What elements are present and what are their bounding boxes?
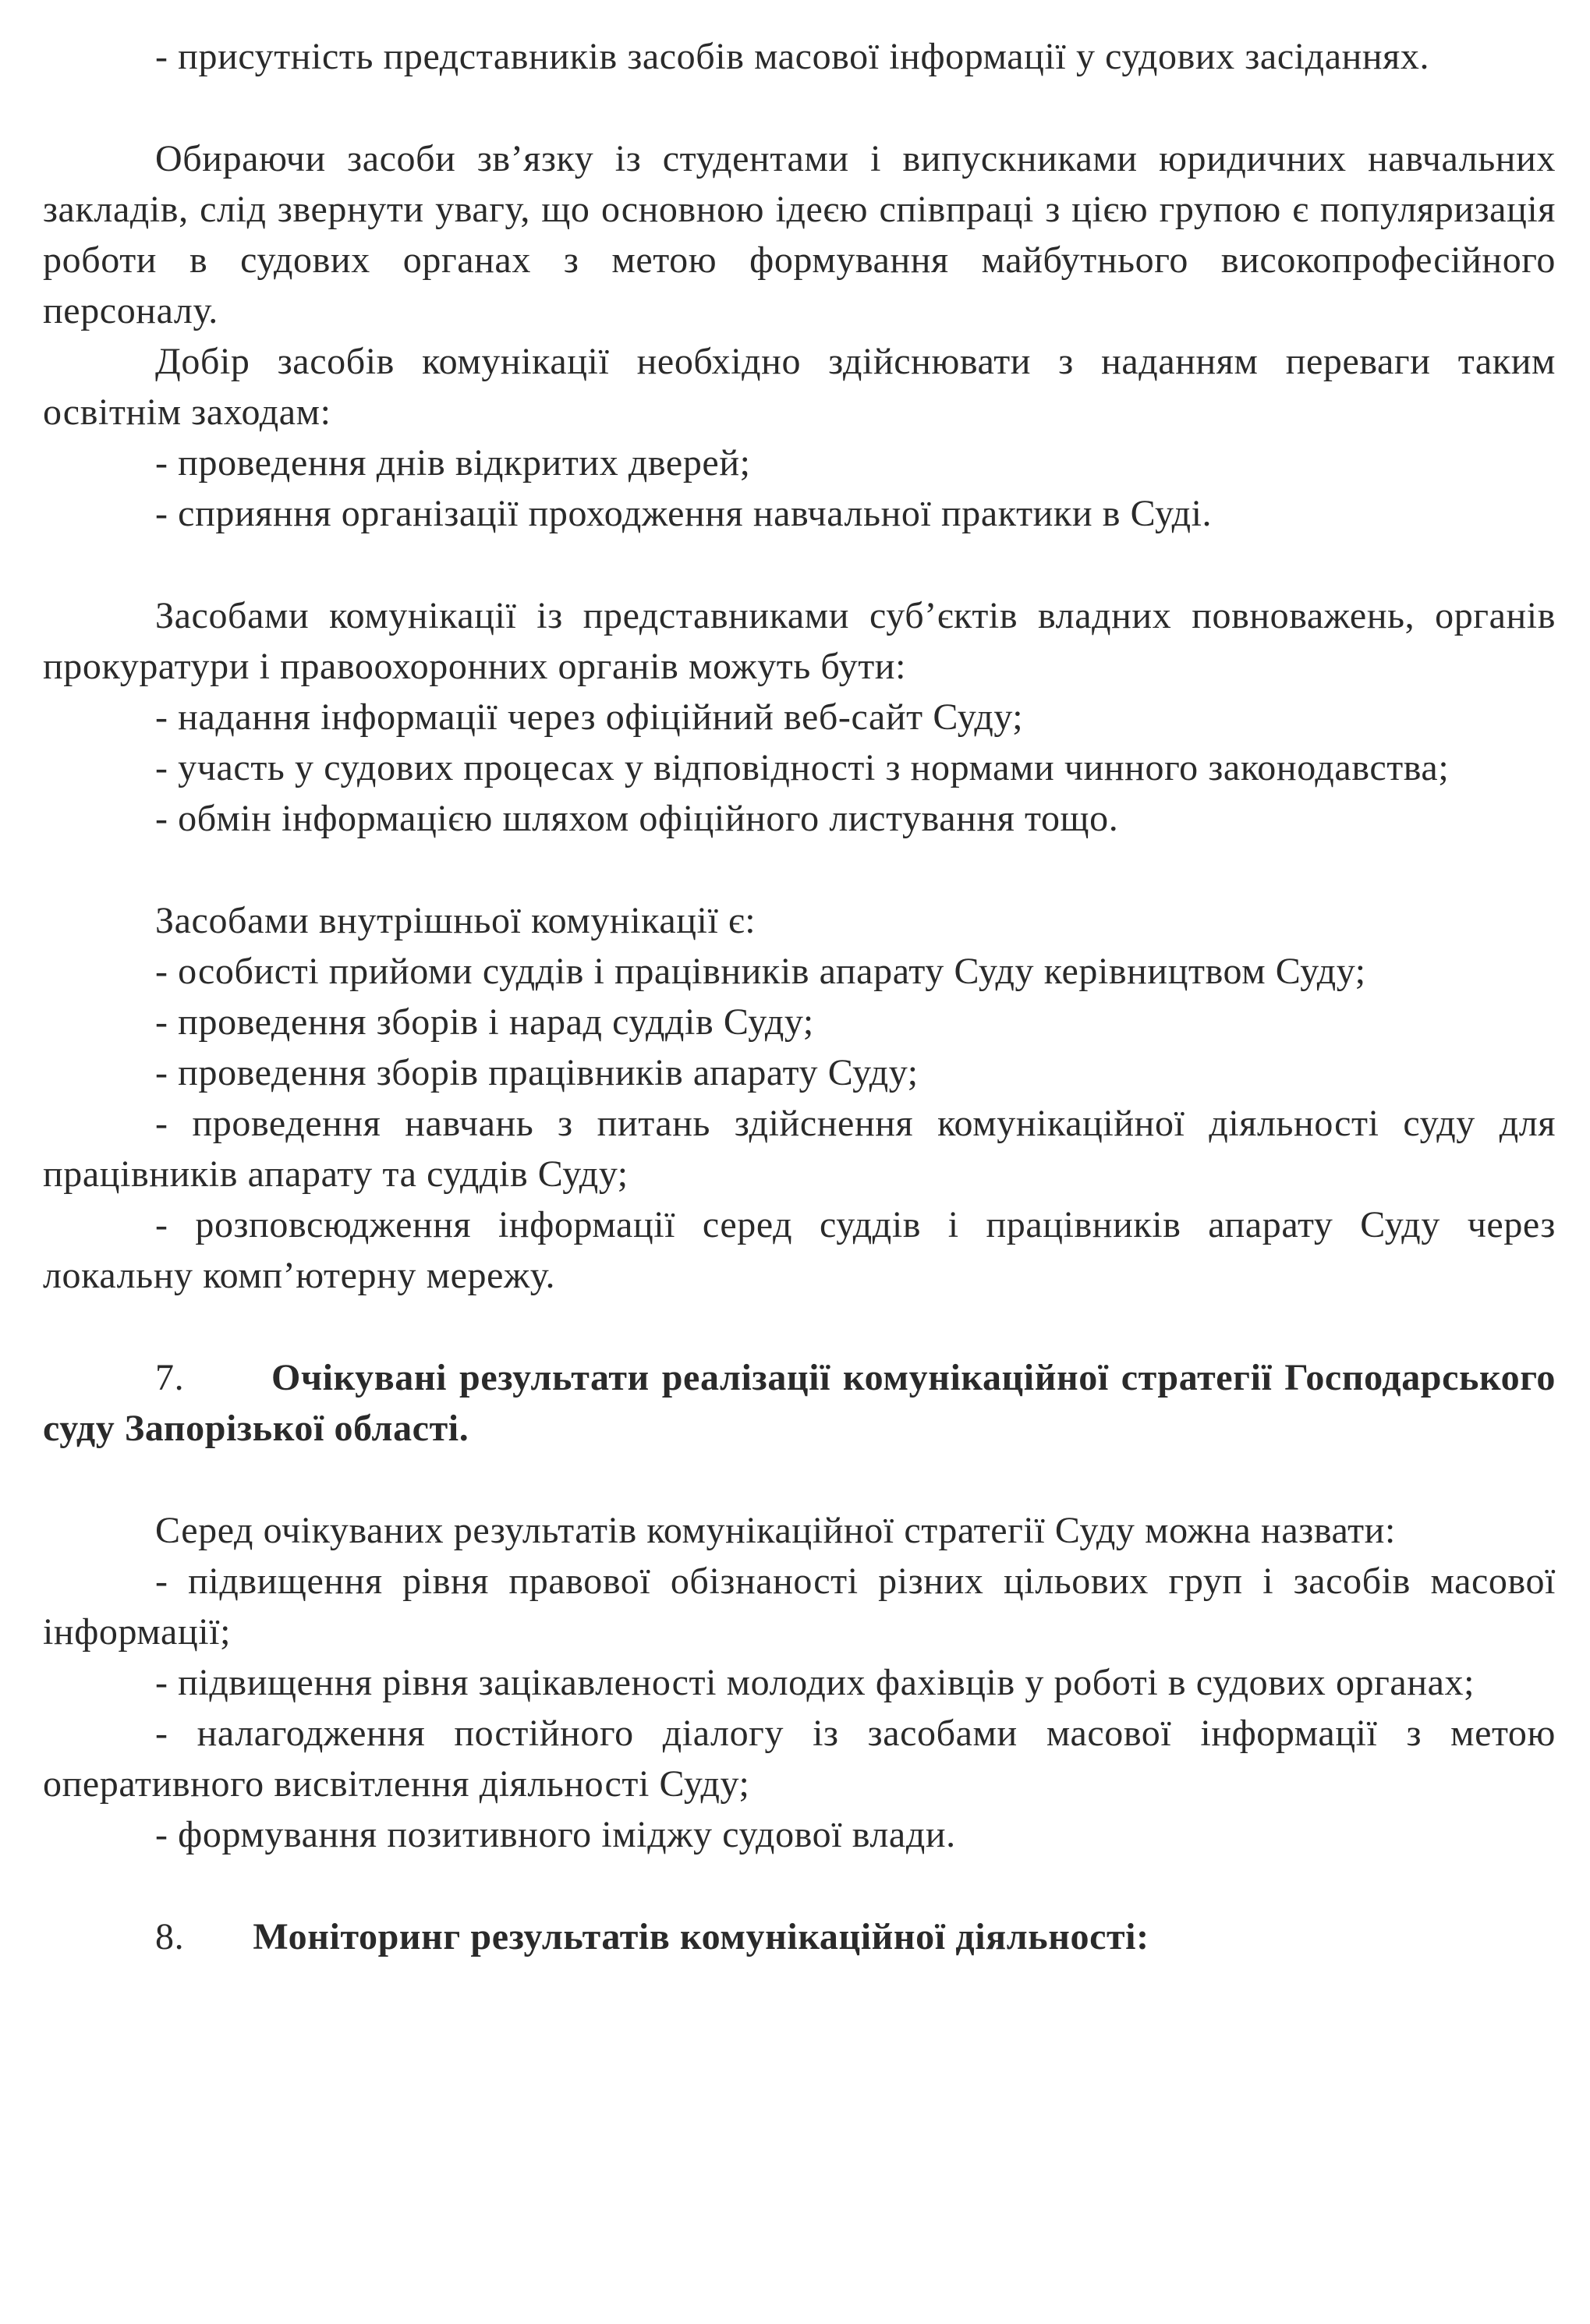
list-item-official-correspondence: - обмін інформацією шляхом офіційного листування тощо. (155, 798, 1119, 839)
list-item-internship: - сприяння організації проходження навчальної практики в Суді. (155, 493, 1213, 534)
section-title: Моніторинг результатів комунікаційної діяльності: (253, 1916, 1149, 1957)
paragraph-internal-communication: Засобами внутрішньої комунікації є: (155, 900, 756, 941)
list-item-local-network: - розповсюдження інформації серед суддів і працівників апарату Суду через локальну комп’ютерну мережу. (43, 1204, 1556, 1296)
list-item-open-days: - проведення днів відкритих дверей; (155, 442, 751, 484)
section-number: 8. (155, 1916, 185, 1957)
list-item-judges-meetings: - проведення зборів і нарад суддів Суду; (155, 1001, 814, 1043)
paragraph-authorities-communication: Засобами комунікації із представниками суб’єктів владних повноважень, органів прокуратури і правоохоронних органів можуть бути: (43, 595, 1556, 687)
paragraph-educational-events: Добір засобів комунікації необхідно здійснювати з наданням переваги таким освітнім заходам: (43, 341, 1556, 433)
list-item-legal-awareness: - підвищення рівня правової обізнаності різних цільових груп і засобів масової інформації; (43, 1561, 1556, 1653)
document-body (43, 31, 1556, 1962)
section-heading-8 (43, 1911, 1556, 1962)
paragraph-expected-results: Серед очікуваних результатів комунікаційної стратегії Суду можна назвати: (155, 1510, 1396, 1551)
paragraph-media-presence: - присутність представників засобів масової інформації у судових засіданнях. (155, 36, 1430, 77)
list-item-training: - проведення навчань з питань здійснення комунікаційної діяльності суду для працівників апарату та суддів Суду; (43, 1103, 1556, 1195)
list-item-positive-image: - формування позитивного іміджу судової влади. (155, 1814, 956, 1855)
list-item-personal-receptions: - особисті прийоми суддів і працівників апарату Суду керівництвом Суду; (155, 951, 1366, 992)
list-item-young-specialists: - підвищення рівня зацікавленості молодих фахівців у роботі в судових органах; (155, 1662, 1475, 1703)
paragraph-gap (43, 82, 1556, 133)
paragraph-gap (43, 844, 1556, 895)
list-item-website: - надання інформації через офіційний веб-сайт Суду; (155, 696, 1024, 738)
list-item-staff-meetings: - проведення зборів працівників апарату Суду; (155, 1052, 919, 1093)
section-heading-7 (43, 1352, 1556, 1454)
paragraph-gap (43, 1301, 1556, 1352)
paragraph-gap (43, 1860, 1556, 1911)
list-item-court-processes: - участь у судових процесах у відповідності з нормами чинного законодавства; (155, 747, 1450, 788)
paragraph-gap (43, 539, 1556, 590)
section-number: 7. (155, 1357, 185, 1398)
paragraph-students-graduates: Обираючи засоби зв’язку із студентами і випускниками юридичних навчальних закладів, слід звернути увагу, що основною ідеєю співпраці з цією групою є популяризація роботи в судових органах з метою формування майбутнього високопрофесійного персоналу. (43, 138, 1556, 331)
paragraph-gap (43, 1454, 1556, 1505)
list-item-media-dialogue: - налагодження постійного діалогу із засобами масової інформації з метою оперативного висвітлення діяльності Суду; (43, 1713, 1556, 1805)
section-title: Очікувані результати реалізації комунікаційної стратегії Господарського суду Запорізької області. (43, 1357, 1556, 1449)
